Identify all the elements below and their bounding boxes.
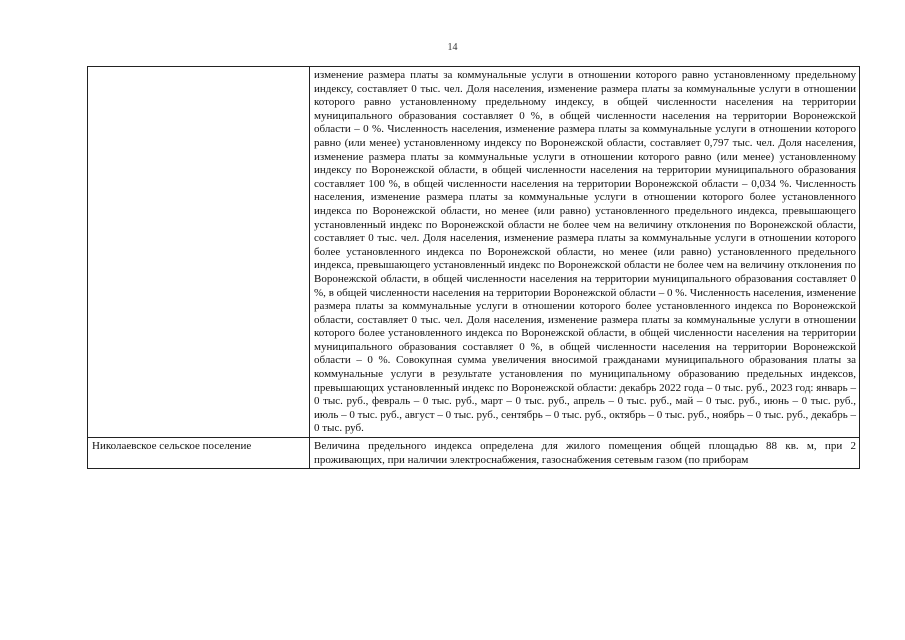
description-cell: Величина предельного индекса определена для жилого помещения общей площадью 88 кв. м, при 2 проживающих, при наличии электроснабжения, газоснабжения сетевым газом (по приборам — [310, 438, 860, 469]
municipality-cell — [88, 67, 310, 438]
page-number: 14 — [447, 42, 458, 53]
table-row — [88, 67, 860, 438]
table-row — [88, 438, 860, 469]
municipality-cell: Николаевское сельское поселение — [88, 438, 310, 469]
document-table — [87, 66, 860, 469]
description-cell: изменение размера платы за коммунальные услуги в отношении которого равно установленному предельному индексу, составляет 0 тыс. чел. Доля населения, изменение размера платы за коммунальные услуги в отношении которого равно установленному предельному индексу, в общей численности населения на территории муниципального образования составляет 0 %, в общей численности населения на территории Воронежской области – 0 %. Численность населения, изменение размера платы за коммунальные услуги в отношении которого равно (или менее) установленному индексу по Воронежской области, составляет 0,797 тыс. чел. Доля населения, изменение размера платы за коммунальные услуги в отношении которого равно (или менее) установленному индексу по Воронежской области, в общей численности населения на территории муниципального образования составляет 100 %, в общей численности населения на территории Воронежской области – 0,034 %. Численность населения, изменение размера платы за коммунальные услуги в отношении которого более установленного индекса по Воронежской области, но менее (или равно) установленного предельного индекса, превышающего установленный индекс по Воронежской области не более чем на величину отклонения по Воронежской области, составляет 0 тыс. чел. Доля населения, изменение размера платы за коммунальные услуги в отношении которого более установленного индекса по Воронежской области, но менее (или равно) установленного предельного индекса, превышающего установленный индекс по Воронежской области не более чем на величину отклонения по Воронежской области, в общей численности населения на территории муниципального образования составляет 0 %, в общей численности населения на территории Воронежской области – 0 %. Численность населения, изменение размера платы за коммунальные услуги в отношении которого более установленного индекса по Воронежской области, составляет 0 тыс. чел. Доля населения, изменение размера платы за коммунальные услуги в отношении которого более установленного индекса по Воронежской области, в общей численности населения на территории муниципального образования составляет 0 %, в общей численности населения на территории Воронежской области – 0 %. Совокупная сумма увеличения вносимой гражданами муниципального образования платы за коммунальные услуги в результате установления по муниципальному образованию предельных индексов, превышающих установленный индекс по Воронежской области: декабрь 2022 года – 0 тыс. руб., 2023 год: январь – 0 тыс. руб., февраль – 0 тыс. руб., март – 0 тыс. руб., апрель – 0 тыс. руб., май – 0 тыс. руб., июнь – 0 тыс. руб., июль – 0 тыс. руб., август – 0 тыс. руб., сентябрь – 0 тыс. руб., октябрь – 0 тыс. руб., ноябрь – 0 тыс. руб., декабрь – 0 тыс. руб. — [310, 67, 860, 438]
